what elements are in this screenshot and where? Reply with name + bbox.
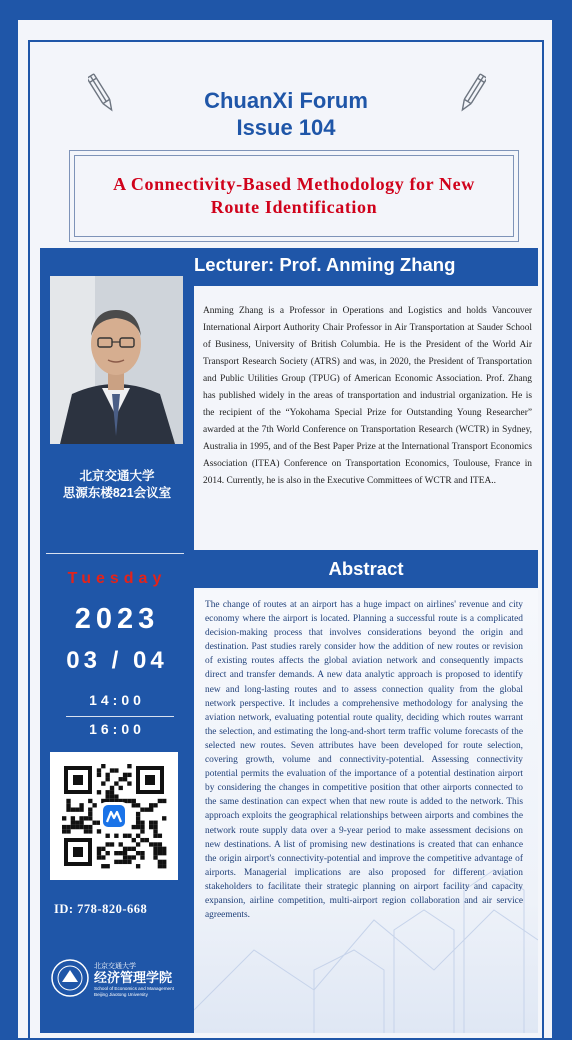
logo-en-line1: School of Economics and Management (94, 986, 174, 991)
qr-code[interactable] (50, 752, 178, 880)
abstract-heading: Abstract (328, 558, 404, 579)
talk-title (80, 173, 508, 219)
start-time: 14:00 (89, 692, 145, 708)
venue-line1: 北京交通大学 (79, 469, 155, 483)
issue-number: Issue 104 (236, 115, 336, 140)
lecturer-photo (50, 276, 183, 444)
meeting-id: ID: 778-820-668 (54, 902, 148, 916)
logo-cn-small: 北京交通大学 (94, 963, 136, 970)
talk-title-line2: Route Identification (210, 197, 378, 217)
school-logo (50, 958, 190, 1000)
end-time: 16:00 (89, 721, 145, 737)
forum-name: ChuanXi Forum (204, 88, 368, 113)
lecturer-name (194, 254, 538, 276)
logo-cn-name: 经济管理学院 (94, 970, 173, 985)
abstract-body: The change of routes at an airport has a huge impact on airlines' revenue and city economy where the airport is located. Planning a successful route is a complicated decision-making process that involves considerations beyond the origin and destination. Past studies rarely consider how the addition of new routes or revision of existing routes affects the global aviation network and consequently impacts direct and transfer demands. A new data analytic approach is proposed to identify new and long-lasting routes and to assess connection quality from the global network perspective. It includes a comprehensive methodology for analysing the aviation network, evaluating potential route quality, deciding which routes warrant the selection, and estimating the long-and-short term traffic volume forecasts of the selected new routes. Seven attributes have been developed for route selection, covering growth, volume and connectivity-potential. Assessing connectivity potential permits the evaluation of the importance of a potential destination airport by considering the changes in competitive position that other airports connected to the same destination can expect when that new route is added to the network. This approach exploits the geographical relationships between airports and combines the network route supply data over a 9-year period to make assessment decisions on new destinations. A list of promising new destinations is created that can enhance the origin airport's connectivity-potential and improve the competitive advantage of airports. Managerial implications are also proposed for different aviation stakeholders to facilitate their strategic planning on airport facility and capacity expansion, airline competition, multi-airport region collaboration and air service agreements. (205, 600, 523, 921)
lecturer-label: Lecturer: Prof. Anming Zhang (194, 254, 456, 275)
divider (46, 553, 184, 554)
event-date: 03 / 04 (66, 647, 168, 674)
event-year: 2023 (74, 603, 160, 635)
talk-title-line1: A Connectivity-Based Methodology for New (113, 174, 475, 194)
lecturer-bio: Anming Zhang is a Professor in Operations and Logistics and holds Vancouver International Airport Authority Chair Professor in Air Transportation at Sauder School of Business, University of British Columbia. He is the President of the World Air Transport Research Society (ATRS) and was, in 2020, the President of Transportation and Public Utilities Group (TPUG) of American Economic Association. Prof. Zhang has published widely in the areas of transportation and industrial organization. He is the recipient of the “Yokohama Special Prize for Outstanding Young Researcher” awarded at the 7th World Conference on Transportation Research (WCTR) in Sydney, Australia in 1995, and of the Best Paper Prize at the International Transport Economics Association (ITEA) Conference on Transportation Economics, Toulouse, France in 2014. Currently, he is also in the Executive Committees of WCTR and ITEA.. (203, 306, 532, 486)
venue (40, 468, 194, 502)
event-day: Tuesday (67, 570, 167, 587)
time-divider (66, 716, 174, 717)
logo-en-line2: Beijing Jiaotong University (94, 992, 148, 997)
venue-line2: 思源东楼821会议室 (62, 486, 172, 500)
